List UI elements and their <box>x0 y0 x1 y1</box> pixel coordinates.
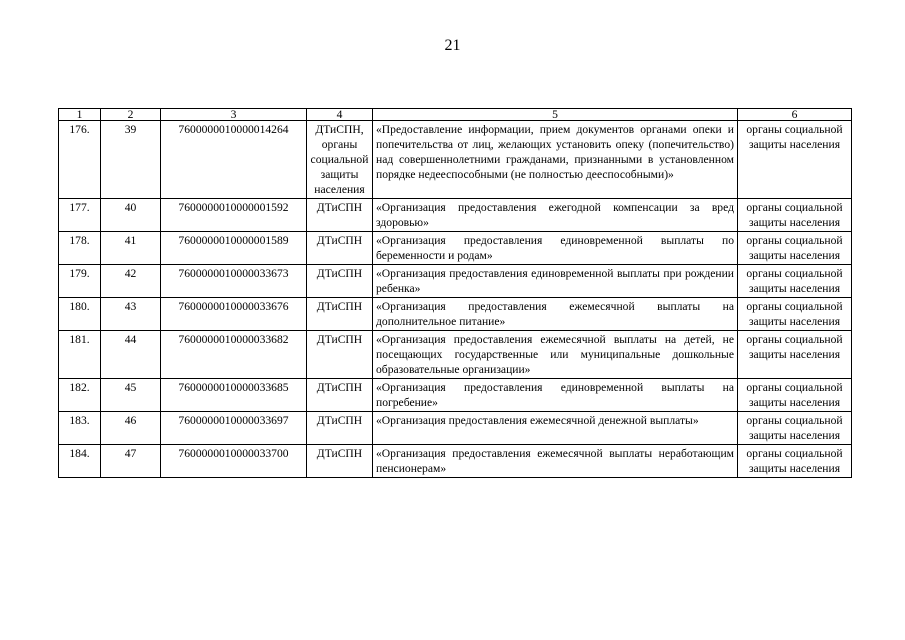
registry-code: 7600000010000033700 <box>161 445 307 478</box>
column-header-6: 6 <box>738 109 852 121</box>
table-header <box>59 109 852 121</box>
executor: органы социальной защиты населения <box>738 199 852 232</box>
responsible-body: ДТиСПН <box>307 379 373 412</box>
service-number: 40 <box>101 199 161 232</box>
row-number: 179. <box>59 265 101 298</box>
service-name: «Организация предоставления ежемесячной выплаты на дополнительное питание» <box>373 298 738 331</box>
service-name: «Организация предоставления ежемесячной выплаты неработающим пенсионерам» <box>373 445 738 478</box>
service-name: «Предоставление информации, прием документов органами опеки и попечительства от лиц, желающих установить опеку (попечительство) над совершеннолетними гражданами, признанными в установленном порядке недееспособными (не полностью дееспособными)» <box>373 121 738 199</box>
service-name: «Организация предоставления ежегодной компенсации за вред здоровью» <box>373 199 738 232</box>
table-row <box>59 298 852 331</box>
services-table <box>58 108 852 478</box>
responsible-body: ДТиСПН <box>307 445 373 478</box>
column-header-1: 1 <box>59 109 101 121</box>
service-number: 41 <box>101 232 161 265</box>
table-row <box>59 232 852 265</box>
table-row <box>59 331 852 379</box>
table-row <box>59 199 852 232</box>
registry-code: 7600000010000033697 <box>161 412 307 445</box>
header-row <box>59 109 852 121</box>
registry-code: 7600000010000001589 <box>161 232 307 265</box>
executor: органы социальной защиты населения <box>738 265 852 298</box>
column-header-3: 3 <box>161 109 307 121</box>
executor: органы социальной защиты населения <box>738 379 852 412</box>
row-number: 182. <box>59 379 101 412</box>
service-name: «Организация предоставления ежемесячной выплаты на детей, не посещающих государственные или муниципальные дошкольные образовательные организации» <box>373 331 738 379</box>
row-number: 184. <box>59 445 101 478</box>
registry-code: 7600000010000014264 <box>161 121 307 199</box>
executor: органы социальной защиты населения <box>738 232 852 265</box>
row-number: 178. <box>59 232 101 265</box>
table-body <box>59 121 852 478</box>
column-header-5: 5 <box>373 109 738 121</box>
responsible-body: ДТиСПН <box>307 331 373 379</box>
registry-code: 7600000010000033673 <box>161 265 307 298</box>
row-number: 181. <box>59 331 101 379</box>
service-number: 46 <box>101 412 161 445</box>
row-number: 183. <box>59 412 101 445</box>
service-name: «Организация предоставления единовременной выплаты по беременности и родам» <box>373 232 738 265</box>
service-number: 39 <box>101 121 161 199</box>
registry-code: 7600000010000033676 <box>161 298 307 331</box>
column-header-2: 2 <box>101 109 161 121</box>
table-row <box>59 121 852 199</box>
responsible-body: ДТиСПН <box>307 298 373 331</box>
table-row <box>59 265 852 298</box>
column-header-4: 4 <box>307 109 373 121</box>
responsible-body: ДТиСПН <box>307 412 373 445</box>
registry-code: 7600000010000033682 <box>161 331 307 379</box>
service-name: «Организация предоставления ежемесячной денежной выплаты» <box>373 412 738 445</box>
service-number: 44 <box>101 331 161 379</box>
registry-code: 7600000010000033685 <box>161 379 307 412</box>
service-name: «Организация предоставления единовременной выплаты при рождении ребенка» <box>373 265 738 298</box>
registry-code: 7600000010000001592 <box>161 199 307 232</box>
service-name: «Организация предоставления единовременной выплаты на погребение» <box>373 379 738 412</box>
responsible-body: ДТиСПН <box>307 265 373 298</box>
responsible-body: ДТиСПН <box>307 199 373 232</box>
table-row <box>59 379 852 412</box>
executor: органы социальной защиты населения <box>738 412 852 445</box>
service-number: 42 <box>101 265 161 298</box>
row-number: 177. <box>59 199 101 232</box>
executor: органы социальной защиты населения <box>738 331 852 379</box>
responsible-body: ДТиСПН, органы социальной защиты населения <box>307 121 373 199</box>
table-row <box>59 445 852 478</box>
row-number: 180. <box>59 298 101 331</box>
row-number: 176. <box>59 121 101 199</box>
responsible-body: ДТиСПН <box>307 232 373 265</box>
executor: органы социальной защиты населения <box>738 121 852 199</box>
service-number: 45 <box>101 379 161 412</box>
table-row <box>59 412 852 445</box>
executor: органы социальной защиты населения <box>738 445 852 478</box>
page-number: 21 <box>444 37 461 54</box>
service-number: 43 <box>101 298 161 331</box>
executor: органы социальной защиты населения <box>738 298 852 331</box>
service-number: 47 <box>101 445 161 478</box>
